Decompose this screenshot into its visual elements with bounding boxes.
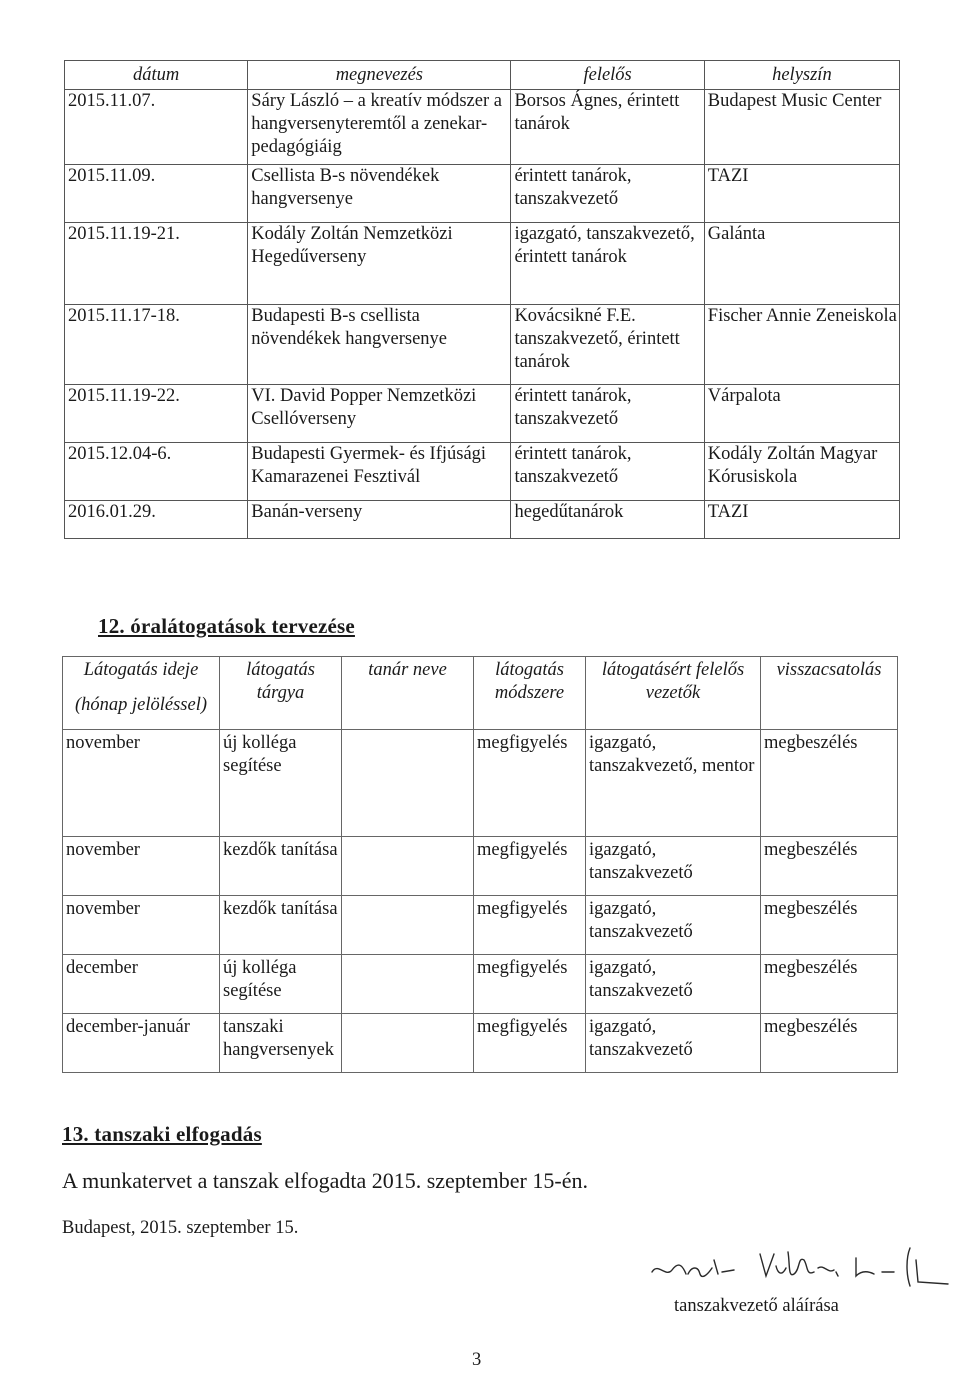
event-name: Banán-verseny: [248, 501, 511, 539]
visit-teacher: [342, 1014, 474, 1073]
header-line: visszacsatolás: [776, 660, 882, 680]
event-date: 2015.11.17-18.: [65, 305, 248, 385]
visits-header-row: [63, 657, 898, 730]
visit-method: megfigyelés: [474, 837, 586, 896]
visit-time: november: [63, 837, 220, 896]
header-line: tárgya: [256, 683, 305, 703]
visit-time: december: [63, 955, 220, 1014]
visit-responsible: igazgató, tanszakvezető, mentor: [586, 730, 761, 837]
visit-responsible: igazgató, tanszakvezető: [586, 955, 761, 1014]
event-date: 2015.11.19-21.: [65, 223, 248, 305]
visit-feedback: megbeszélés: [761, 1014, 898, 1073]
event-responsible: érintett tanárok, tanszakvezető: [511, 385, 704, 443]
visits-header-subject: [220, 657, 342, 730]
event-location: Budapest Music Center: [704, 90, 899, 165]
event-location: Galánta: [704, 223, 899, 305]
event-name: Sáry László – a kreatív módszer a hangversenyteremtől a zenekar-pedagógiáig: [248, 90, 511, 165]
visit-time: december-január: [63, 1014, 220, 1073]
header-line: látogatásért felelős: [601, 660, 745, 680]
header-line: módszere: [494, 683, 565, 703]
event-name: Budapesti B-s csellista növendékek hangversenye: [248, 305, 511, 385]
visit-subject: új kolléga segítése: [220, 730, 342, 837]
visit-feedback: megbeszélés: [761, 730, 898, 837]
event-responsible: igazgató, tanszakvezető, érintett tanárok: [511, 223, 704, 305]
table-row: [65, 501, 900, 539]
event-location: TAZI: [704, 165, 899, 223]
event-location: Kodály Zoltán Magyar Kórusiskola: [704, 443, 899, 501]
visit-method: megfigyelés: [474, 730, 586, 837]
visit-feedback: megbeszélés: [761, 955, 898, 1014]
table-row: [65, 90, 900, 165]
table-row: [63, 896, 898, 955]
visits-header-time: [63, 657, 220, 730]
visit-method: megfigyelés: [474, 955, 586, 1014]
visit-teacher: [342, 955, 474, 1014]
visits-header-teacher: [342, 657, 474, 730]
visits-header-method: [474, 657, 586, 730]
visits-table: [62, 656, 898, 1073]
event-name: Kodály Zoltán Nemzetközi Hegedűverseny: [248, 223, 511, 305]
events-header-date: dátum: [65, 61, 248, 90]
visit-time: november: [63, 730, 220, 837]
signature-image: [648, 1244, 960, 1294]
visit-method: megfigyelés: [474, 1014, 586, 1073]
header-line: tanár neve: [368, 660, 447, 680]
visit-subject: kezdők tanítása: [220, 837, 342, 896]
table-row: [63, 1014, 898, 1073]
visit-feedback: megbeszélés: [761, 896, 898, 955]
section-13-heading: 13. tanszaki elfogadás: [62, 1122, 262, 1146]
event-responsible: Borsos Ágnes, érintett tanárok: [511, 90, 704, 165]
event-location: Fischer Annie Zeneiskola: [704, 305, 899, 385]
table-row: [65, 443, 900, 501]
place-date: Budapest, 2015. szeptember 15.: [62, 1218, 299, 1238]
section-12-heading: 12. óralátogatások tervezése: [98, 614, 355, 638]
visit-responsible: igazgató, tanszakvezető: [586, 896, 761, 955]
visit-method: megfigyelés: [474, 896, 586, 955]
visit-feedback: megbeszélés: [761, 837, 898, 896]
events-header-location: helyszín: [704, 61, 899, 90]
event-location: Várpalota: [704, 385, 899, 443]
event-responsible: érintett tanárok, tanszakvezető: [511, 443, 704, 501]
table-row: [63, 837, 898, 896]
events-header-row: [65, 61, 900, 90]
visits-header-responsible: [586, 657, 761, 730]
signature-label: tanszakvezető aláírása: [674, 1296, 839, 1316]
event-date: 2015.11.09.: [65, 165, 248, 223]
event-date: 2015.11.07.: [65, 90, 248, 165]
event-responsible: hegedűtanárok: [511, 501, 704, 539]
events-table: [64, 60, 900, 539]
header-line: vezetők: [645, 683, 701, 703]
header-line: Látogatás ideje: [83, 660, 199, 680]
visit-teacher: [342, 730, 474, 837]
table-row: [65, 385, 900, 443]
event-location: TAZI: [704, 501, 899, 539]
page-number: 3: [472, 1350, 482, 1370]
visit-subject: új kolléga segítése: [220, 955, 342, 1014]
visit-responsible: igazgató, tanszakvezető: [586, 837, 761, 896]
visit-teacher: [342, 837, 474, 896]
visit-subject: tanszaki hangversenyek: [220, 1014, 342, 1073]
header-line: látogatás: [246, 660, 315, 680]
events-header-responsible: felelős: [511, 61, 704, 90]
visit-teacher: [342, 896, 474, 955]
table-row: [63, 730, 898, 837]
header-line: látogatás: [495, 660, 564, 680]
event-name: VI. David Popper Nemzetközi Csellóverseny: [248, 385, 511, 443]
event-responsible: érintett tanárok, tanszakvezető: [511, 165, 704, 223]
visit-subject: kezdők tanítása: [220, 896, 342, 955]
table-row: [65, 165, 900, 223]
event-date: 2015.11.19-22.: [65, 385, 248, 443]
table-row: [65, 305, 900, 385]
events-header-name: megnevezés: [248, 61, 511, 90]
visit-responsible: igazgató, tanszakvezető: [586, 1014, 761, 1073]
table-row: [63, 955, 898, 1014]
event-responsible: Kovácsikné F.E. tanszakvezető, érintett tanárok: [511, 305, 704, 385]
event-date: 2016.01.29.: [65, 501, 248, 539]
table-row: [65, 223, 900, 305]
visits-header-feedback: [761, 657, 898, 730]
event-name: Csellista B-s növendékek hangversenye: [248, 165, 511, 223]
visit-time: november: [63, 896, 220, 955]
event-date: 2015.12.04-6.: [65, 443, 248, 501]
event-name: Budapesti Gyermek- és Ifjúsági Kamarazenei Fesztivál: [248, 443, 511, 501]
header-line: (hónap jelöléssel): [74, 695, 208, 715]
acceptance-statement: A munkatervet a tanszak elfogadta 2015. szeptember 15-én.: [62, 1168, 588, 1193]
